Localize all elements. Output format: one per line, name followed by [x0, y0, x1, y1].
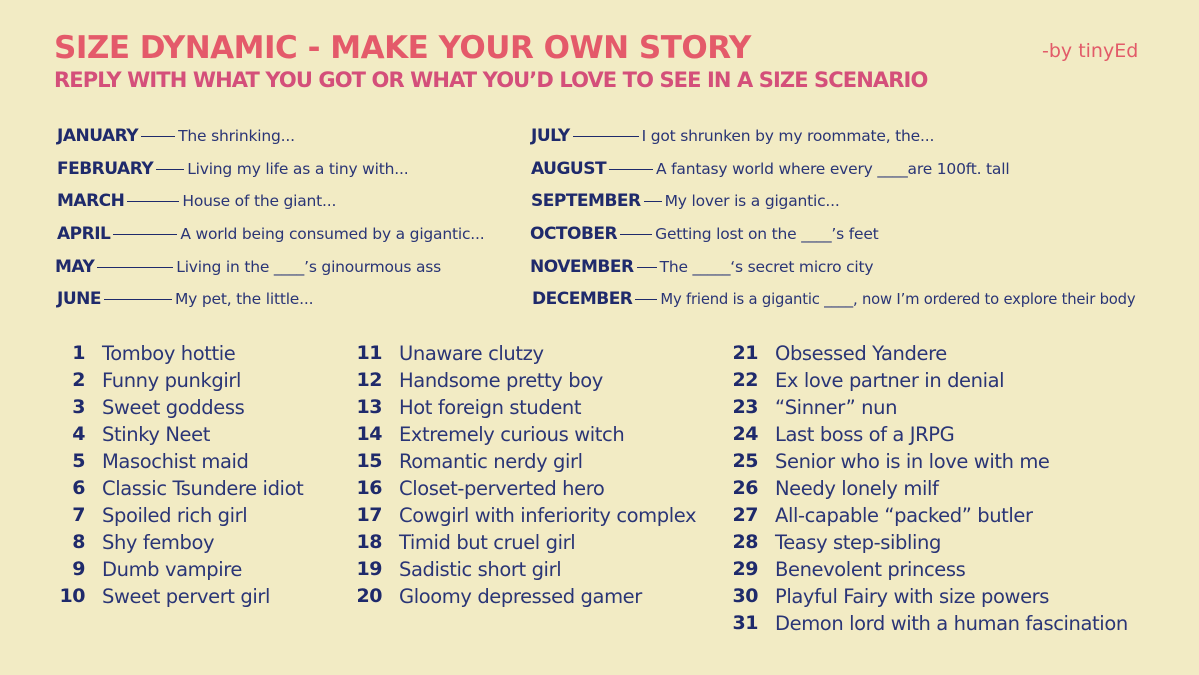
character-number: 19	[356, 558, 382, 580]
month-prompt: My pet, the little...	[174, 290, 314, 308]
character-number: 22	[732, 369, 758, 391]
character-item	[342, 475, 604, 501]
character-item	[718, 583, 1049, 609]
month-prompt: I got shrunken by my roommate, the...	[641, 127, 935, 145]
month-name: NOVEMBER	[530, 257, 634, 277]
character-name: Teasy step-sibling	[775, 530, 941, 554]
character-name: Needy lonely milf	[775, 476, 939, 500]
month-row-july	[531, 124, 934, 148]
month-row-december	[532, 287, 1135, 311]
month-name: OCTOBER	[530, 224, 618, 244]
month-prompt: The _____‘s secret micro city	[659, 258, 874, 276]
character-name: Sadistic short girl	[399, 557, 562, 581]
character-name: Shy femboy	[102, 530, 215, 554]
month-prompt: A fantasy world where every ____are 100ft. tall	[656, 160, 1010, 178]
character-number: 9	[72, 558, 85, 580]
page-subtitle: REPLY WITH WHAT YOU GOT OR WHAT YOU’D LOVE TO SEE IN A SIZE SCENARIO	[54, 68, 928, 92]
character-item	[45, 583, 270, 609]
connector-line	[141, 136, 175, 137]
character-item	[718, 610, 1128, 636]
character-number: 23	[732, 396, 758, 418]
character-item	[718, 502, 1033, 528]
character-name: Last boss of a JRPG	[775, 422, 955, 446]
month-prompt: House of the giant...	[182, 192, 337, 210]
character-number: 13	[356, 396, 382, 418]
character-item	[718, 556, 965, 582]
character-number: 30	[732, 585, 758, 607]
character-name: Timid but cruel girl	[399, 530, 576, 554]
month-row-october	[530, 222, 879, 246]
character-item	[342, 394, 581, 420]
character-item	[718, 448, 1050, 474]
connector-line	[97, 267, 173, 268]
connector-line	[104, 299, 172, 300]
character-number: 31	[732, 612, 758, 634]
month-prompt: A world being consumed by a gigantic...	[180, 225, 485, 243]
character-number: 4	[72, 423, 85, 445]
character-name: Cowgirl with inferiority complex	[399, 503, 697, 527]
month-name: JULY	[531, 126, 570, 146]
character-name: Handsome pretty boy	[399, 368, 603, 392]
character-name: Tomboy hottie	[102, 341, 236, 365]
month-row-january	[57, 124, 295, 148]
connector-line	[156, 169, 184, 170]
character-number: 25	[732, 450, 758, 472]
character-item	[45, 475, 303, 501]
connector-line	[127, 201, 179, 202]
connector-line	[635, 299, 657, 300]
character-name: Senior who is in love with me	[775, 449, 1050, 473]
character-name: Stinky Neet	[102, 422, 210, 446]
character-item	[718, 367, 1004, 393]
character-item	[45, 421, 210, 447]
character-item	[342, 367, 603, 393]
character-number: 14	[356, 423, 382, 445]
month-row-november	[530, 255, 873, 279]
character-item	[45, 340, 235, 366]
month-name: APRIL	[57, 224, 111, 244]
month-row-april	[57, 222, 484, 246]
character-item	[342, 502, 696, 528]
connector-line	[573, 136, 639, 137]
character-name: Sweet goddess	[102, 395, 245, 419]
month-name: MAY	[55, 257, 95, 277]
month-prompt: Getting lost on the ____’s feet	[655, 225, 879, 243]
character-number: 21	[732, 342, 758, 364]
month-name: SEPTEMBER	[531, 191, 641, 211]
character-name: Playful Fairy with size powers	[775, 584, 1050, 608]
character-item	[718, 529, 941, 555]
character-item	[718, 340, 947, 366]
connector-line	[609, 169, 653, 170]
character-number: 29	[732, 558, 758, 580]
character-name: “Sinner” nun	[775, 395, 898, 419]
page-title: SIZE DYNAMIC - MAKE YOUR OWN STORY	[54, 30, 751, 66]
character-number: 2	[72, 369, 85, 391]
character-number: 3	[72, 396, 85, 418]
character-name: Obsessed Yandere	[775, 341, 947, 365]
character-name: Hot foreign student	[399, 395, 582, 419]
character-name: All-capable “packed” butler	[775, 503, 1033, 527]
character-item	[342, 448, 583, 474]
character-number: 1	[72, 342, 85, 364]
month-row-march	[57, 189, 336, 213]
character-item	[45, 556, 242, 582]
character-name: Extremely curious witch	[399, 422, 625, 446]
character-item	[718, 475, 938, 501]
character-number: 17	[356, 504, 382, 526]
character-name: Demon lord with a human fascination	[775, 611, 1128, 635]
character-number: 15	[356, 450, 382, 472]
character-name: Dumb vampire	[102, 557, 243, 581]
month-name: AUGUST	[531, 159, 607, 179]
character-name: Closet-perverted hero	[399, 476, 605, 500]
month-row-june	[57, 287, 313, 311]
character-number: 28	[732, 531, 758, 553]
character-name: Spoiled rich girl	[102, 503, 248, 527]
character-number: 11	[356, 342, 382, 364]
character-item	[342, 556, 561, 582]
character-number: 5	[72, 450, 85, 472]
character-item	[718, 394, 897, 420]
month-row-may	[55, 255, 441, 279]
character-number: 16	[356, 477, 382, 499]
character-item	[45, 448, 249, 474]
month-name: DECEMBER	[532, 289, 633, 309]
month-prompt: Living in the ____’s ginourmous ass	[176, 258, 442, 276]
character-number: 24	[732, 423, 758, 445]
character-number: 12	[356, 369, 382, 391]
month-prompt: My friend is a gigantic ____, now I’m ordered to explore their body	[660, 290, 1136, 308]
character-number: 20	[356, 585, 382, 607]
character-item	[45, 394, 244, 420]
character-item	[718, 421, 954, 447]
character-name: Romantic nerdy girl	[399, 449, 583, 473]
month-name: JUNE	[57, 289, 101, 309]
month-row-september	[531, 189, 840, 213]
character-name: Funny punkgirl	[102, 368, 241, 392]
character-name: Ex love partner in denial	[775, 368, 1005, 392]
character-name: Sweet pervert girl	[102, 584, 270, 608]
character-number: 18	[356, 531, 382, 553]
character-name: Gloomy depressed gamer	[399, 584, 642, 608]
character-number: 6	[72, 477, 85, 499]
character-item	[45, 367, 241, 393]
character-number: 26	[732, 477, 758, 499]
month-name: FEBRUARY	[57, 159, 154, 179]
author-credit: -by tinyEd	[1042, 40, 1139, 62]
character-item	[342, 529, 575, 555]
character-item	[45, 502, 247, 528]
character-item	[342, 421, 624, 447]
month-prompt: Living my life as a tiny with...	[187, 160, 409, 178]
month-row-august	[531, 157, 1009, 181]
character-item	[45, 529, 214, 555]
connector-line	[637, 267, 657, 268]
month-name: MARCH	[57, 191, 125, 211]
character-name: Unaware clutzy	[399, 341, 544, 365]
character-item	[342, 340, 544, 366]
character-item	[342, 583, 642, 609]
connector-line	[113, 234, 177, 235]
month-prompt: My lover is a gigantic...	[664, 192, 840, 210]
month-prompt: The shrinking...	[178, 127, 295, 145]
character-number: 27	[732, 504, 758, 526]
character-number: 7	[72, 504, 85, 526]
character-name: Classic Tsundere idiot	[102, 476, 304, 500]
character-number: 10	[59, 585, 85, 607]
month-row-february	[57, 157, 408, 181]
connector-line	[620, 234, 652, 235]
connector-line	[644, 201, 662, 202]
month-name: JANUARY	[57, 126, 139, 146]
character-name: Masochist maid	[102, 449, 249, 473]
character-name: Benevolent princess	[775, 557, 966, 581]
character-number: 8	[72, 531, 85, 553]
